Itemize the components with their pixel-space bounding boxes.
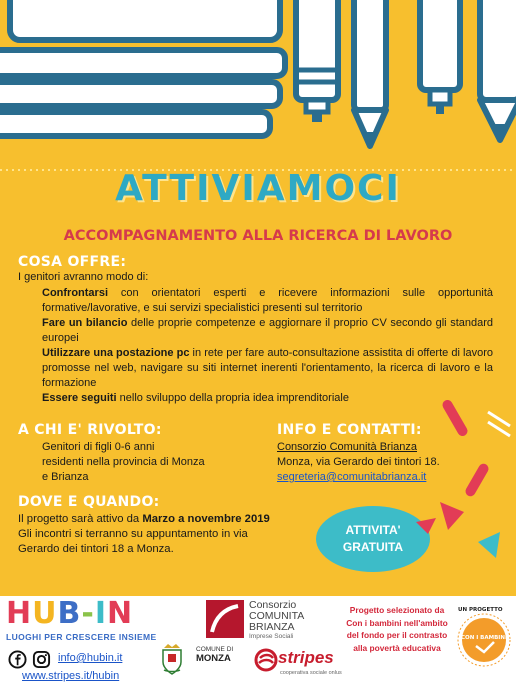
offer-item — [42, 316, 493, 346]
consorzio-line: Imprese Sociali — [249, 633, 294, 640]
offer-item-title: Essere seguiti — [42, 392, 117, 404]
hubin-letter: U — [32, 596, 58, 631]
target-line: Genitori di figli 0-6 anni — [42, 441, 155, 453]
hubin-logo — [6, 598, 133, 630]
stripes-logo — [254, 646, 344, 680]
hero-illustration — [0, 0, 516, 168]
offers-section — [18, 270, 493, 406]
decorative-triangle — [380, 516, 440, 536]
contact-email-link[interactable]: segreteria@comunitabrianza.it — [277, 471, 427, 483]
when-dates: Marzo a novembre 2019 — [142, 513, 270, 525]
offer-item — [42, 391, 493, 406]
conbambini-top-text: UN PROGETTO — [458, 607, 503, 613]
offer-item — [42, 346, 493, 391]
consorzio-line: COMUNITA — [249, 610, 305, 622]
when-details: Gli incontri si terranno su appuntamento in via Gerardo dei tintori 18 a Monza. — [18, 528, 248, 555]
con-i-bambini-logo — [454, 602, 512, 682]
consorzio-logo — [206, 600, 332, 640]
hubin-letter: N — [106, 596, 134, 631]
hubin-email-link[interactable]: info@hubin.it — [58, 652, 123, 664]
offer-item — [42, 286, 493, 316]
hubin-letter: I — [94, 596, 107, 631]
footer — [0, 596, 516, 688]
offer-item-title: Utilizzare una postazione pc — [42, 347, 190, 359]
consorzio-line: BRIANZA — [249, 621, 295, 633]
target-line: e Brianza — [42, 471, 89, 483]
offer-item-title: Confrontarsi — [42, 287, 108, 299]
page-title: ATTIVIAMOCI — [115, 168, 401, 209]
org-link[interactable]: Consorzio Comunità Brianza — [277, 441, 418, 453]
decorative-shapes — [438, 392, 516, 562]
offer-item-text: in rete per fare auto-consultazione assistita di offerte di lavoro promosse nel web, navigare su siti internet inerenti l'orientamento, la ricerca di lavoro e la formazione — [42, 347, 493, 389]
offer-item-title: Fare un bilancio — [42, 317, 128, 329]
selected-notice: Progetto selezionato da Con i bambini nell'ambito del fondo per il contrasto alla povertà educativa — [346, 605, 448, 653]
offer-item-text: con orientatori esperti e ricevere informazioni sulle opportunità formative/lavorative, e sui servizi specialistici presenti sul territorio — [42, 287, 493, 314]
when-text — [18, 512, 284, 557]
target-line: residenti nella provincia di Monza — [42, 456, 205, 468]
badge-line: GRATUITA — [342, 540, 404, 554]
comune-name: MONZA — [196, 653, 231, 664]
stripes-name: stripes — [278, 648, 334, 667]
offer-item-text: delle proprie competenze e aggiornare il proprio CV secondo gli standard europei — [42, 317, 494, 344]
offer-item-text: nello sviluppo della propria idea imprenditoriale — [116, 392, 349, 404]
hubin-letter: - — [81, 596, 95, 631]
offers-heading: COSA OFFRE: — [18, 254, 127, 270]
stripes-mark-icon — [254, 648, 278, 672]
offers-intro: I genitori avranno modo di: — [18, 271, 149, 283]
consorzio-line: Consorzio — [249, 599, 297, 611]
consorzio-mark-icon — [206, 600, 244, 638]
stripes-subtitle: cooperativa sociale onlus — [280, 670, 342, 676]
badge-line: ATTIVITA' — [345, 523, 401, 537]
target-heading: A CHI E' RIVOLTO: — [18, 422, 162, 438]
page-subtitle: ACCOMPAGNAMENTO ALLA RICERCA DI LAVORO — [63, 228, 453, 244]
info-heading: INFO E CONTATTI: — [277, 422, 422, 438]
conbambini-name: CON I BAMBINI — [460, 635, 508, 641]
org-address: Monza, via Gerardo dei tintori 18. — [277, 456, 440, 468]
when-intro: Il progetto sarà attivo da — [18, 513, 143, 525]
comune-monza-logo — [196, 646, 242, 664]
facebook-icon[interactable] — [8, 650, 27, 669]
hubin-letter: B — [57, 596, 82, 631]
hubin-tagline: LUOGHI PER CRESCERE INSIEME — [6, 632, 157, 642]
instagram-icon[interactable] — [32, 650, 51, 669]
target-text — [42, 440, 272, 485]
monza-crest-icon — [160, 642, 184, 676]
hubin-website-link[interactable]: www.stripes.it/hubin — [22, 670, 120, 682]
comune-label: COMUNE DI — [196, 646, 234, 653]
when-heading: DOVE E QUANDO: — [18, 494, 160, 510]
hubin-letter: H — [6, 596, 33, 631]
